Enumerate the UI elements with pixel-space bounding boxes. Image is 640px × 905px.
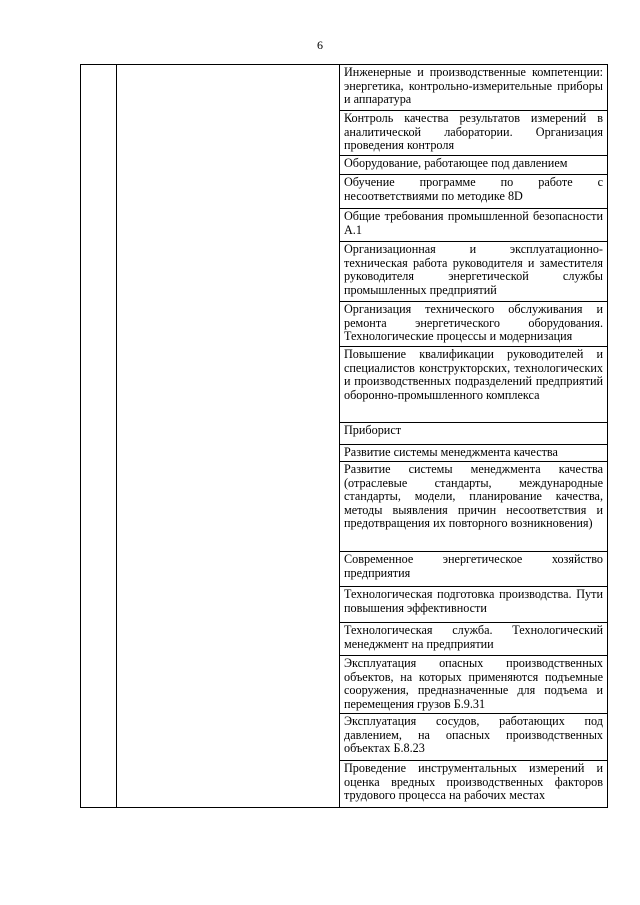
- table-row: [81, 65, 608, 111]
- course-title-cell: Приборист: [340, 423, 608, 445]
- course-title-cell: Технологическая подготовка производства. Пути повышения эффективности: [340, 587, 608, 623]
- table-body: [81, 65, 608, 808]
- course-title-cell: Эксплуатация опасных производственных объектов, на которых применяются подъемные сооружения, предназначенные для подъема и перемещения грузов Б.9.31: [340, 656, 608, 714]
- course-title-cell: Проведение инструментальных измерений и оценка вредных производственных факторов трудового процесса на рабочих местах: [340, 761, 608, 808]
- course-title-cell: Развитие системы менеджмента качества: [340, 445, 608, 462]
- course-title-cell: Инженерные и производственные компетенции: энергетика, контрольно-измерительные приборы и аппаратура: [340, 65, 608, 111]
- course-title-cell: Контроль качества результатов измерений в аналитической лаборатории. Организация проведения контроля: [340, 111, 608, 156]
- course-title-cell: Оборудование, работающее под давлением: [340, 156, 608, 175]
- empty-column-name: [117, 65, 340, 808]
- course-title-cell: Обучение программе по работе с несоответствиями по методике 8D: [340, 175, 608, 209]
- course-title-cell: Организационная и эксплуатационно-техническая работа руководителя и заместителя руководителя энергетической службы промышленных предприятий: [340, 242, 608, 302]
- course-title-cell: Повышение квалификации руководителей и специалистов конструкторских, технологических и производственных подразделений предприятий оборонно-промышленного комплекса: [340, 347, 608, 423]
- course-title-cell: Общие требования промышленной безопасности А.1: [340, 209, 608, 242]
- course-title-cell: Эксплуатация сосудов, работающих под давлением, на опасных производственных объектах Б.8.23: [340, 714, 608, 761]
- page-number: 6: [317, 38, 323, 52]
- course-title-cell: Технологическая служба. Технологический менеджмент на предприятии: [340, 623, 608, 656]
- course-title-cell: Организация технического обслуживания и ремонта энергетического оборудования. Технологические процессы и модернизация: [340, 302, 608, 347]
- empty-column-number: [81, 65, 117, 808]
- course-title-cell: Развитие системы менеджмента качества (отраслевые стандарты, международные стандарты, модели, планирование качества, методы выявления причин несоответствия и предотвращения их повторного возникновения): [340, 462, 608, 552]
- course-title-cell: Современное энергетическое хозяйство предприятия: [340, 552, 608, 587]
- courses-table: [80, 64, 608, 808]
